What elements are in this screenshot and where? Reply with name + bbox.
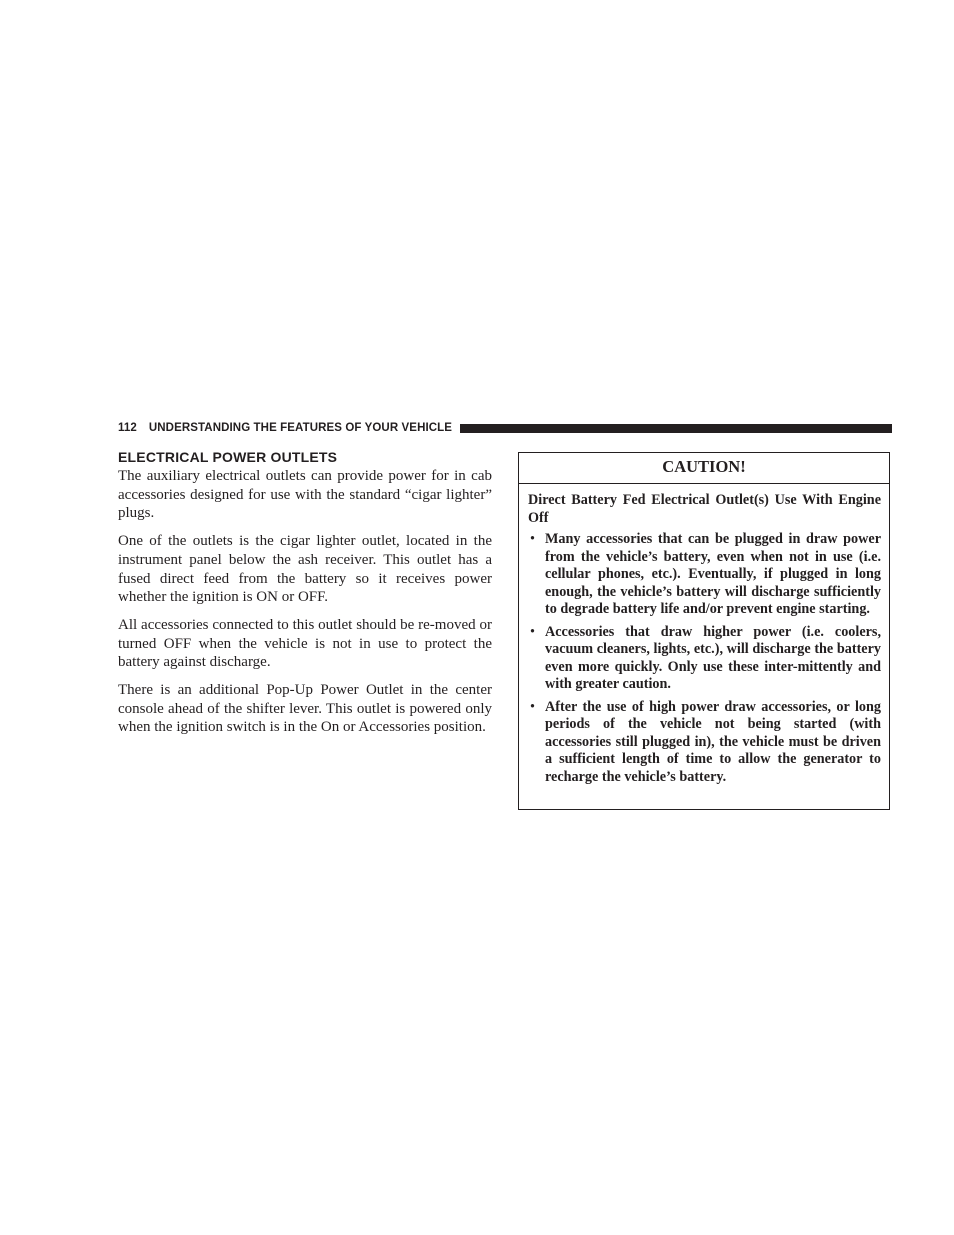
paragraph-2: One of the outlets is the cigar lighter outlet, located in the instrument panel below the ash receiver. This outlet has a fused direct feed from the battery so it receives power whether the ignition is ON or OFF. <box>118 533 492 606</box>
caution-list <box>528 531 881 786</box>
list-item <box>528 531 881 619</box>
header-rule <box>460 424 892 433</box>
running-title: UNDERSTANDING THE FEATURES OF YOUR VEHICLE <box>148 422 453 434</box>
caution-intro: Direct Battery Fed Electrical Outlet(s) Use With Engine Off <box>528 492 881 526</box>
bullet-icon: • <box>530 623 535 640</box>
caution-box <box>518 452 890 810</box>
caution-item-text: After the use of high power draw accessories, or long periods of the vehicle not being started (with accessories still plugged in), the vehicle must be driven a sufficient length of time to allow the generator to recharge the vehicle’s battery. <box>545 698 881 785</box>
paragraph-1: The auxiliary electrical outlets can provide power for in cab accessories designed for use with the standard “cigar lighter” plugs. <box>118 468 492 522</box>
paragraph-3: All accessories connected to this outlet should be re-moved or turned OFF when the vehicle is not in use to protect the battery against discharge. <box>118 616 492 671</box>
main-column <box>118 449 492 746</box>
paragraph-4: There is an additional Pop-Up Power Outlet in the center console ahead of the shifter lever. This outlet is powered only when the ignition switch is in the On or Accessories position. <box>118 682 492 736</box>
page-number: 112 <box>118 422 137 434</box>
caution-item-text: Many accessories that can be plugged in draw power from the vehicle’s battery, even when not in use (i.e. cellular phones, etc.). Eventually, if plugged in long enough, the vehicle’s battery will discharge sufficiently to degrade battery life and/or prevent engine starting. <box>545 531 881 617</box>
bullet-icon: • <box>530 531 535 547</box>
page-header <box>118 420 892 436</box>
caution-body <box>519 484 889 786</box>
caution-title: CAUTION! <box>519 453 889 484</box>
bullet-icon: • <box>530 698 535 715</box>
section-title: ELECTRICAL POWER OUTLETS <box>118 449 338 465</box>
list-item <box>528 624 881 694</box>
caution-item-text: Accessories that draw higher power (i.e. coolers, vacuum cleaners, lights, etc.), will discharge the battery even more quickly. Only use these inter-mittently and with greater caution. <box>545 623 881 692</box>
list-item <box>528 699 881 787</box>
